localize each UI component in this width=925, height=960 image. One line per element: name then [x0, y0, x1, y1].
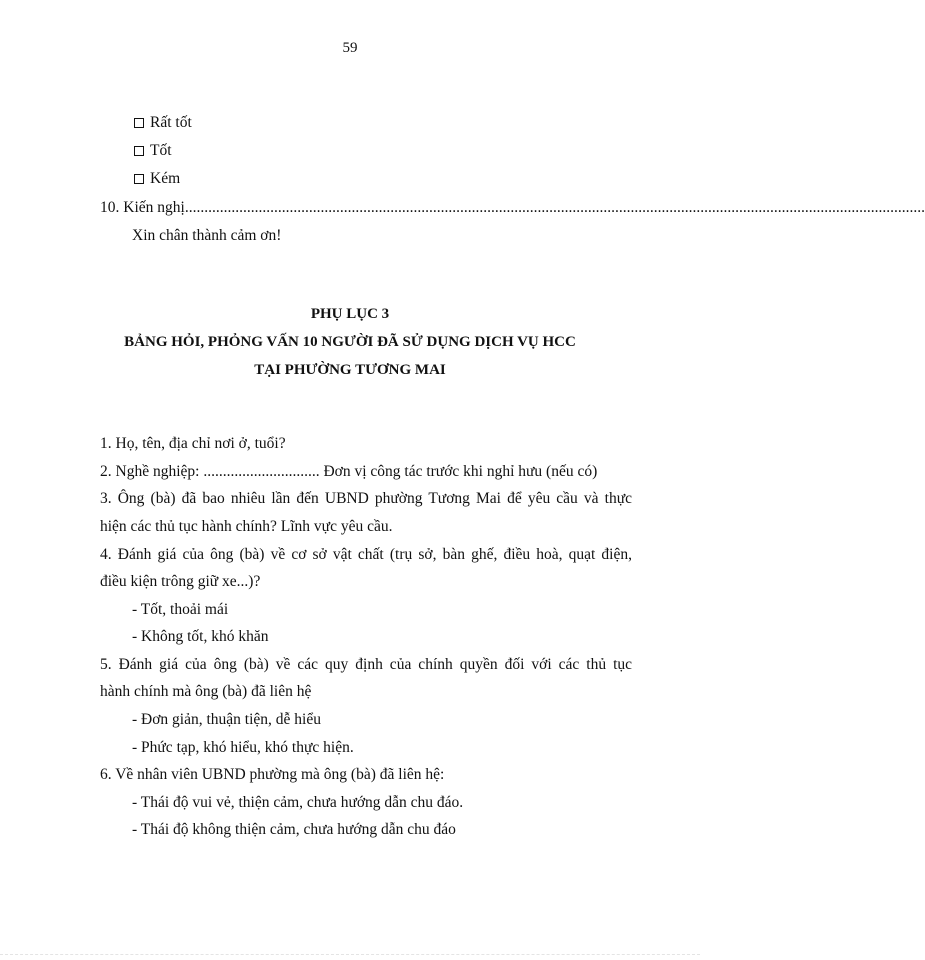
option-label: Rất tốt: [150, 114, 192, 131]
question-4-option-2: - Không tốt, khó khăn: [132, 628, 269, 645]
question-5-line1: 5. Đánh giá của ông (bà) về các quy định của chính quyền đối với các thủ tục: [100, 656, 632, 673]
checkbox-icon: [134, 174, 144, 184]
option-tot: [134, 142, 172, 160]
appendix-title: PHỤ LỤC 3: [310, 306, 390, 322]
question-4-line1: 4. Đánh giá của ông (bà) về cơ sở vật chất (trụ sở, bàn ghế, điều hoà, quạt điện,: [100, 546, 632, 563]
checkbox-icon: [134, 146, 144, 156]
question-4-option-1: - Tốt, thoải mái: [132, 601, 229, 618]
question-10: [100, 199, 925, 217]
question-6-line1: 6. Về nhân viên UBND phường mà ông (bà) đã liên hệ:: [100, 766, 445, 783]
question-2: 2. Nghề nghiệp: .............................. Đơn vị công tác trước khi nghỉ hưu (nếu có): [100, 463, 598, 480]
question-1: 1. Họ, tên, địa chỉ nơi ở, tuổi?: [100, 435, 286, 452]
thanks-line: Xin chân thành cảm ơn!: [132, 227, 282, 244]
option-rat-tot: [134, 114, 192, 132]
question-5-line2: hành chính mà ông (bà) đã liên hệ: [100, 683, 312, 700]
question-6-option-1: - Thái độ vui vẻ, thiện cảm, chưa hướng dẫn chu đáo.: [132, 794, 464, 811]
question-4-line2: điều kiện trông giữ xe...)?: [100, 573, 261, 590]
question-6-option-2: - Thái độ không thiện cảm, chưa hướng dẫn chu đáo: [132, 821, 456, 838]
option-kem: [134, 170, 180, 188]
page-bottom-edge: [0, 954, 700, 955]
appendix-subtitle-line2: TẠI PHƯỜNG TƯƠNG MAI: [254, 362, 446, 378]
appendix-subtitle-line1: BẢNG HỎI, PHỎNG VẤN 10 NGƯỜI ĐÃ SỬ DỤNG DỊCH VỤ HCC: [124, 334, 576, 350]
question-10-label: 10. Kiến nghị: [100, 199, 185, 216]
option-label: Kém: [150, 170, 181, 187]
question-3-line2: hiện các thủ tục hành chính? Lĩnh vực yêu cầu.: [100, 518, 393, 535]
page-number: 59: [342, 40, 358, 56]
question-3-line1: 3. Ông (bà) đã bao nhiêu lần đến UBND phường Tương Mai để yêu cầu và thực: [100, 490, 632, 507]
answer-dots: ...............................................................................................................................................................................................: [184, 199, 925, 216]
option-label: Tốt: [150, 142, 172, 159]
question-5-option-2: - Phức tạp, khó hiểu, khó thực hiện.: [132, 739, 354, 756]
checkbox-icon: [134, 118, 144, 128]
question-5-option-1: - Đơn giản, thuận tiện, dễ hiểu: [132, 711, 321, 728]
